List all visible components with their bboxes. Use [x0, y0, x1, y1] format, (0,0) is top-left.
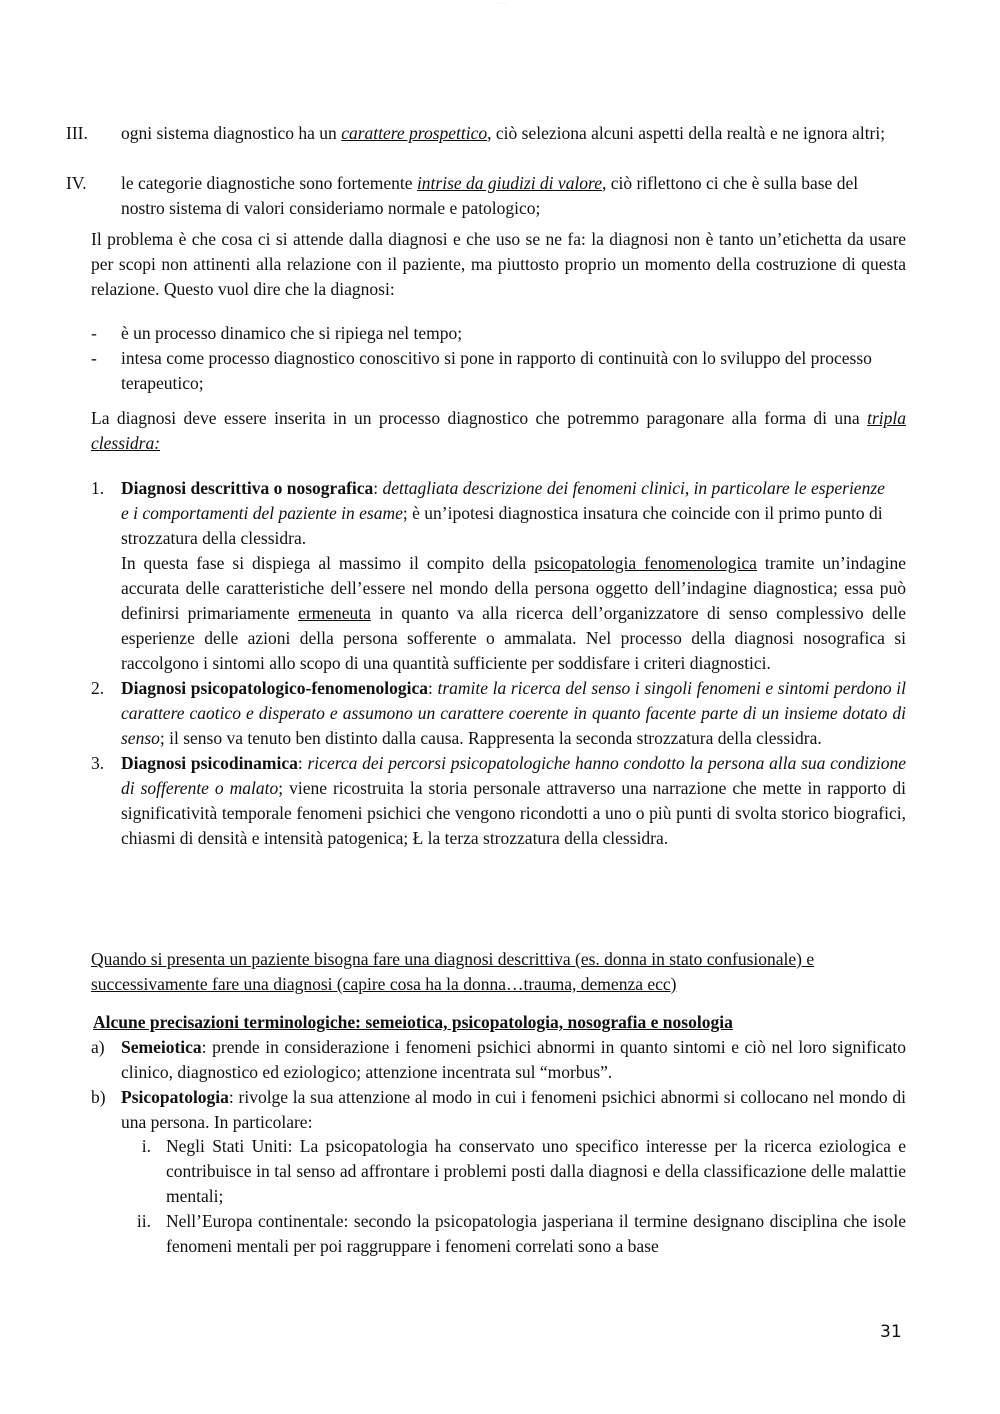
paragraph: La diagnosi deve essere inserita in un processo diagnostico che potremmo paragonare alla forma di una tripla clessidra:: [91, 408, 906, 453]
list-marker: 3.: [91, 753, 105, 773]
numbered-list: [91, 476, 906, 851]
list-item: a) Semeiotica: prende in considerazione i fenomeni psichici abnormi in quanto sintomi e ciò nel loro significato clinico, diagnostico ed eziologico; attenzione incentrata sul “morbus”.: [91, 1037, 906, 1082]
list-item: IV. le categorie diagnostiche sono fortemente intrise da giudizi di valore, ciò riflettono ci che è sulla base del nostro sistema di valori consideriamo normale e patologico;: [66, 173, 859, 218]
list-marker: b): [91, 1087, 106, 1107]
item-title: Psicopatologia: [121, 1087, 229, 1107]
item-title: Semeiotica: [121, 1037, 202, 1057]
header-mark: ·· ··· ·· ····: [493, 2, 507, 6]
list-marker: 2.: [91, 678, 105, 698]
alpha-list: [91, 1035, 906, 1135]
list-marker: ii.: [136, 1211, 151, 1231]
list-marker: -: [91, 348, 97, 368]
dash-list: [91, 321, 891, 396]
list-item: 2. Diagnosi psicopatologico-fenomenologica: tramite la ricerca del senso i singoli fenomeni e sintomi perdono il carattere caotico e disperato e assumono un carattere coerente in quanto facente parte di un insieme dotato di senso; il senso va tenuto ben distinto dalla causa. Rappresenta la seconda strozzatura della clessidra.: [91, 678, 906, 748]
list-marker: III.: [66, 123, 88, 143]
list-item: ii. Nell’Europa continentale: secondo la psicopatologia jasperiana il termine designano disciplina che isole fenomeni mentali per poi raggruppare i fenomeni correlati sono a base: [136, 1211, 906, 1256]
underlined-note: Quando si presenta un paziente bisogna fare una diagnosi descrittiva (es. donna in stato confusionale) e successivamente fare una diagnosi (capire cosa ha la donna…trauma, demenza ecc): [91, 949, 815, 994]
sub-list: [121, 1134, 906, 1259]
list-marker: -: [91, 323, 97, 343]
paragraph: Il problema è che cosa ci si attende dalla diagnosi e che uso se ne fa: la diagnosi non è tanto un’etichetta da usare per scopi non attinenti alla relazione con il paziente, ma piuttosto proprio un momento della costruzione di questa relazione. Questo vuol dire che la diagnosi:: [91, 229, 906, 299]
list-item: 3. Diagnosi psicodinamica: ricerca dei percorsi psicopatologiche hanno condotto la persona alla sua condizione di sofferente o malato; viene ricostruita la storia personale attraverso una narrazione che mette in rapporto di significatività temporale fenomeni psichici che vengono ricondotti a uno o più punti di svolta storico biografici, chiasmi di densità e intensità patogenica; Ł la terza strozzatura della clessidra.: [91, 753, 906, 848]
list-item: III. ogni sistema diagnostico ha un carattere prospettico, ciò seleziona alcuni aspetti della realtà e ne ignora altri;: [66, 121, 906, 171]
emphasis-text: carattere prospettico: [341, 123, 488, 143]
item-title: Diagnosi psicodinamica: [121, 753, 298, 773]
list-item: - è un processo dinamico che si ripiega nel tempo;: [91, 321, 891, 346]
item-title: Diagnosi psicopatologico-fenomenologica: [121, 678, 428, 698]
page-number: 31: [880, 1322, 902, 1342]
item-title: Diagnosi descrittiva o nosografica: [121, 478, 374, 498]
roman-list: [66, 121, 906, 221]
list-item: - intesa come processo diagnostico conoscitivo si pone in rapporto di continuità con lo sviluppo del processo terapeutico;: [91, 348, 872, 393]
list-marker: IV.: [66, 173, 87, 193]
list-item: 1. Diagnosi descrittiva o nosografica: dettagliata descrizione dei fenomeni clinici, in particolare le esperienze e i comportamenti del paziente in esame; è un’ipotesi diagnostica insatura che coincide con il primo punto di strozzatura della clessidra. In questa fase si dispiega al massimo il compito della psicopatologia fenomenologica tramite un’indagine accurata delle caratteristiche dell’essere nel mondo della persona oggetto dell’indagine diagnostica; essa può definirsi primariamente ermeneuta in quanto va alla ricerca dell’organizzatore di senso complessivo delle esperienze delle azioni della persona sofferente o ammalata. Nel processo della diagnosi nosografica si raccolgono i sintomi allo scopo di una quantità sufficiente per soddisfare i criteri diagnostici.: [91, 478, 907, 673]
list-marker: 1.: [91, 478, 105, 498]
list-item: i. Negli Stati Uniti: La psicopatologia ha conservato uno specifico interesse per la ricerca eziologica e contribuisce in tal senso ad affrontare i problemi posti dalla diagnosi e della classificazione delle malattie mentali;: [141, 1136, 906, 1206]
list-marker: a): [91, 1037, 105, 1057]
section-heading: Alcune precisazioni terminologiche: semeiotica, psicopatologia, nosografia e nosologia: [93, 1012, 733, 1032]
list-item: b) Psicopatologia: rivolge la sua attenzione al modo in cui i fenomeni psichici abnormi si collocano nel mondo di una persona. In particolare:: [91, 1087, 906, 1132]
list-marker: i.: [141, 1136, 151, 1156]
emphasis-text: intrise da giudizi di valore: [416, 173, 602, 193]
